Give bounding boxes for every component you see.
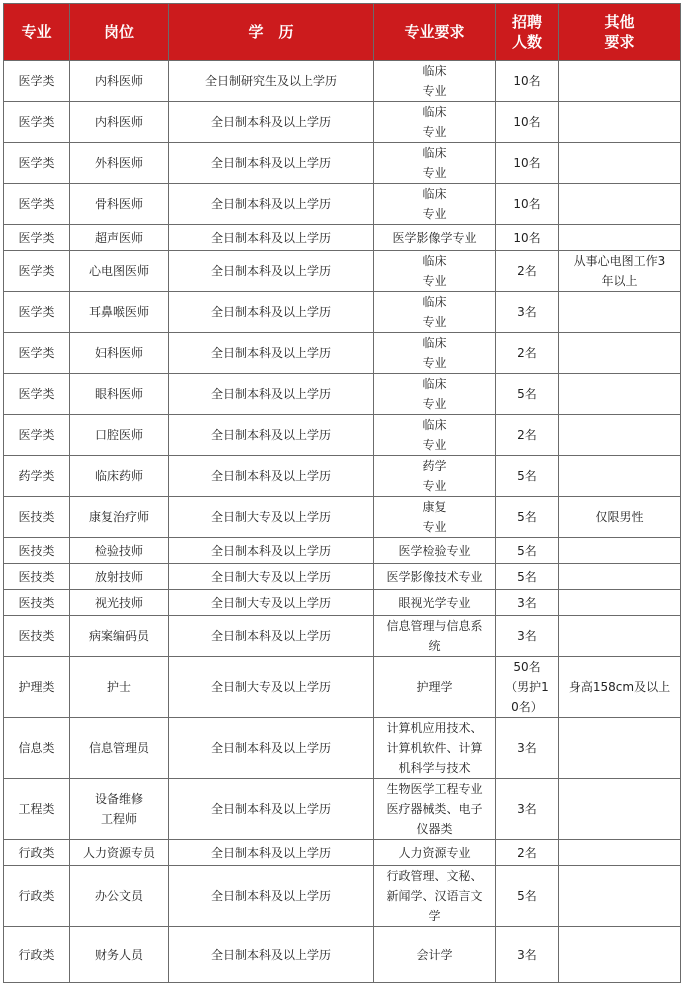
cell-other (559, 718, 681, 779)
table-row (4, 927, 681, 983)
cell-other (559, 456, 681, 497)
table-row (4, 292, 681, 333)
table-row (4, 866, 681, 927)
cell-education: 全日制本科及以上学历 (169, 718, 374, 779)
cell-requirement: 会计学 (374, 927, 496, 983)
header-major: 专业 (4, 4, 70, 61)
cell-position: 骨科医师 (70, 184, 169, 225)
cell-other (559, 374, 681, 415)
cell-major: 医技类 (4, 564, 70, 590)
cell-requirement: 临床 专业 (374, 292, 496, 333)
cell-education: 全日制本科及以上学历 (169, 225, 374, 251)
cell-requirement: 护理学 (374, 657, 496, 718)
cell-position: 康复治疗师 (70, 497, 169, 538)
cell-position: 护士 (70, 657, 169, 718)
table-row (4, 497, 681, 538)
cell-position: 耳鼻喉医师 (70, 292, 169, 333)
table-row (4, 374, 681, 415)
table-row (4, 779, 681, 840)
cell-position: 口腔医师 (70, 415, 169, 456)
table-row (4, 616, 681, 657)
cell-education: 全日制本科及以上学历 (169, 251, 374, 292)
table-row (4, 564, 681, 590)
cell-position: 设备维修 工程师 (70, 779, 169, 840)
cell-major: 药学类 (4, 456, 70, 497)
cell-count: 3名 (496, 927, 559, 983)
cell-education: 全日制本科及以上学历 (169, 840, 374, 866)
table-row (4, 590, 681, 616)
table-row (4, 415, 681, 456)
cell-education: 全日制本科及以上学历 (169, 616, 374, 657)
cell-major: 医学类 (4, 333, 70, 374)
table-row (4, 102, 681, 143)
cell-requirement: 眼视光学专业 (374, 590, 496, 616)
cell-other (559, 840, 681, 866)
cell-major: 行政类 (4, 840, 70, 866)
cell-requirement: 信息管理与信息系 统 (374, 616, 496, 657)
cell-other (559, 538, 681, 564)
cell-major: 行政类 (4, 866, 70, 927)
cell-education: 全日制本科及以上学历 (169, 538, 374, 564)
table-row (4, 333, 681, 374)
cell-requirement: 临床 专业 (374, 143, 496, 184)
cell-count: 10名 (496, 184, 559, 225)
cell-position: 临床药师 (70, 456, 169, 497)
table-row (4, 840, 681, 866)
cell-major: 医技类 (4, 497, 70, 538)
table-row (4, 184, 681, 225)
cell-education: 全日制本科及以上学历 (169, 866, 374, 927)
cell-count: 5名 (496, 456, 559, 497)
cell-count: 10名 (496, 61, 559, 102)
cell-education: 全日制本科及以上学历 (169, 333, 374, 374)
cell-position: 办公文员 (70, 866, 169, 927)
cell-position: 内科医师 (70, 61, 169, 102)
cell-major: 护理类 (4, 657, 70, 718)
cell-position: 内科医师 (70, 102, 169, 143)
cell-count: 3名 (496, 718, 559, 779)
cell-other (559, 779, 681, 840)
table-body (4, 61, 681, 983)
cell-other (559, 102, 681, 143)
cell-position: 信息管理员 (70, 718, 169, 779)
cell-major: 医学类 (4, 61, 70, 102)
cell-other (559, 333, 681, 374)
cell-position: 病案编码员 (70, 616, 169, 657)
table-row (4, 61, 681, 102)
cell-count: 2名 (496, 251, 559, 292)
cell-requirement: 临床 专业 (374, 251, 496, 292)
cell-education: 全日制本科及以上学历 (169, 102, 374, 143)
cell-education: 全日制本科及以上学历 (169, 456, 374, 497)
cell-other (559, 184, 681, 225)
header-count: 招聘 人数 (496, 4, 559, 61)
cell-other (559, 292, 681, 333)
cell-requirement: 临床 专业 (374, 333, 496, 374)
cell-requirement: 临床 专业 (374, 374, 496, 415)
cell-requirement: 生物医学工程专业 医疗器械类、电子 仪器类 (374, 779, 496, 840)
cell-count: 3名 (496, 292, 559, 333)
cell-position: 检验技师 (70, 538, 169, 564)
cell-education: 全日制研究生及以上学历 (169, 61, 374, 102)
cell-other (559, 143, 681, 184)
cell-other (559, 564, 681, 590)
table-header (4, 4, 681, 61)
recruitment-table (3, 3, 681, 983)
cell-position: 外科医师 (70, 143, 169, 184)
table-row (4, 456, 681, 497)
cell-requirement: 医学检验专业 (374, 538, 496, 564)
cell-count: 5名 (496, 497, 559, 538)
header-education: 学 历 (169, 4, 374, 61)
cell-education: 全日制大专及以上学历 (169, 564, 374, 590)
header-requirement: 专业要求 (374, 4, 496, 61)
cell-other (559, 866, 681, 927)
cell-count: 5名 (496, 374, 559, 415)
cell-count: 5名 (496, 866, 559, 927)
cell-education: 全日制本科及以上学历 (169, 415, 374, 456)
cell-major: 医技类 (4, 538, 70, 564)
table-row (4, 143, 681, 184)
table-row (4, 657, 681, 718)
cell-other: 仅限男性 (559, 497, 681, 538)
cell-education: 全日制本科及以上学历 (169, 374, 374, 415)
cell-major: 信息类 (4, 718, 70, 779)
cell-count: 2名 (496, 333, 559, 374)
cell-count: 10名 (496, 143, 559, 184)
cell-other (559, 590, 681, 616)
cell-count: 5名 (496, 538, 559, 564)
cell-position: 妇科医师 (70, 333, 169, 374)
cell-requirement: 行政管理、文秘、 新闻学、汉语言文 学 (374, 866, 496, 927)
table-row (4, 538, 681, 564)
table-row (4, 718, 681, 779)
cell-education: 全日制大专及以上学历 (169, 497, 374, 538)
cell-education: 全日制大专及以上学历 (169, 657, 374, 718)
cell-major: 医学类 (4, 415, 70, 456)
cell-other (559, 61, 681, 102)
cell-other: 从事心电图工作3 年以上 (559, 251, 681, 292)
cell-other (559, 616, 681, 657)
cell-position: 心电图医师 (70, 251, 169, 292)
cell-count: 3名 (496, 616, 559, 657)
cell-count: 3名 (496, 590, 559, 616)
cell-major: 医学类 (4, 143, 70, 184)
cell-other (559, 225, 681, 251)
cell-major: 医学类 (4, 225, 70, 251)
cell-position: 人力资源专员 (70, 840, 169, 866)
cell-requirement: 药学 专业 (374, 456, 496, 497)
cell-requirement: 医学影像技术专业 (374, 564, 496, 590)
cell-education: 全日制本科及以上学历 (169, 292, 374, 333)
cell-position: 超声医师 (70, 225, 169, 251)
header-other: 其他 要求 (559, 4, 681, 61)
cell-position: 财务人员 (70, 927, 169, 983)
cell-position: 眼科医师 (70, 374, 169, 415)
cell-other (559, 415, 681, 456)
cell-count: 2名 (496, 415, 559, 456)
cell-requirement: 临床 专业 (374, 184, 496, 225)
cell-count: 50名 （男护1 0名） (496, 657, 559, 718)
cell-requirement: 计算机应用技术、 计算机软件、计算 机科学与技术 (374, 718, 496, 779)
cell-requirement: 人力资源专业 (374, 840, 496, 866)
cell-count: 3名 (496, 779, 559, 840)
cell-major: 行政类 (4, 927, 70, 983)
cell-education: 全日制本科及以上学历 (169, 779, 374, 840)
cell-other (559, 927, 681, 983)
cell-major: 医技类 (4, 616, 70, 657)
cell-major: 医学类 (4, 292, 70, 333)
cell-other: 身高158cm及以上 (559, 657, 681, 718)
cell-requirement: 医学影像学专业 (374, 225, 496, 251)
cell-position: 视光技师 (70, 590, 169, 616)
cell-count: 5名 (496, 564, 559, 590)
cell-count: 10名 (496, 225, 559, 251)
header-position: 岗位 (70, 4, 169, 61)
table-row (4, 251, 681, 292)
cell-major: 工程类 (4, 779, 70, 840)
cell-count: 2名 (496, 840, 559, 866)
cell-position: 放射技师 (70, 564, 169, 590)
cell-count: 10名 (496, 102, 559, 143)
table-row (4, 225, 681, 251)
cell-major: 医学类 (4, 184, 70, 225)
cell-requirement: 康复 专业 (374, 497, 496, 538)
cell-requirement: 临床 专业 (374, 415, 496, 456)
cell-education: 全日制本科及以上学历 (169, 927, 374, 983)
cell-education: 全日制本科及以上学历 (169, 184, 374, 225)
cell-major: 医学类 (4, 251, 70, 292)
cell-major: 医学类 (4, 374, 70, 415)
cell-major: 医学类 (4, 102, 70, 143)
cell-education: 全日制大专及以上学历 (169, 590, 374, 616)
cell-major: 医技类 (4, 590, 70, 616)
cell-requirement: 临床 专业 (374, 61, 496, 102)
cell-requirement: 临床 专业 (374, 102, 496, 143)
cell-education: 全日制本科及以上学历 (169, 143, 374, 184)
